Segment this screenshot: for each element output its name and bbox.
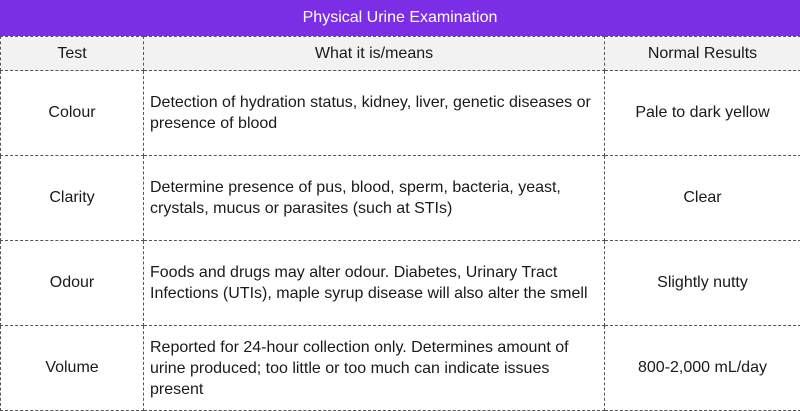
cell-normal: Pale to dark yellow xyxy=(605,71,800,156)
header-row xyxy=(1,37,800,71)
cell-test: Volume xyxy=(1,326,144,411)
exam-table xyxy=(0,36,800,411)
header-test: Test xyxy=(1,37,144,71)
cell-normal: Slightly nutty xyxy=(605,241,800,326)
cell-meaning: Foods and drugs may alter odour. Diabetes, Urinary Tract Infections (UTIs), maple syrup disease will also alter the smell xyxy=(144,241,605,326)
cell-meaning: Determine presence of pus, blood, sperm, bacteria, yeast, crystals, mucus or parasites (such at STIs) xyxy=(144,156,605,241)
cell-meaning: Reported for 24-hour collection only. Determines amount of urine produced; too little or too much can indicate issues present xyxy=(144,326,605,411)
cell-test: Clarity xyxy=(1,156,144,241)
table-row xyxy=(1,71,800,156)
header-normal: Normal Results xyxy=(605,37,800,71)
table-row xyxy=(1,241,800,326)
cell-normal: Clear xyxy=(605,156,800,241)
cell-test: Odour xyxy=(1,241,144,326)
cell-meaning: Detection of hydration status, kidney, liver, genetic diseases or presence of blood xyxy=(144,71,605,156)
cell-normal: 800-2,000 mL/day xyxy=(605,326,800,411)
cell-test: Colour xyxy=(1,71,144,156)
table-row xyxy=(1,326,800,411)
table-row xyxy=(1,156,800,241)
table-title: Physical Urine Examination xyxy=(0,0,800,36)
header-meaning: What it is/means xyxy=(144,37,605,71)
